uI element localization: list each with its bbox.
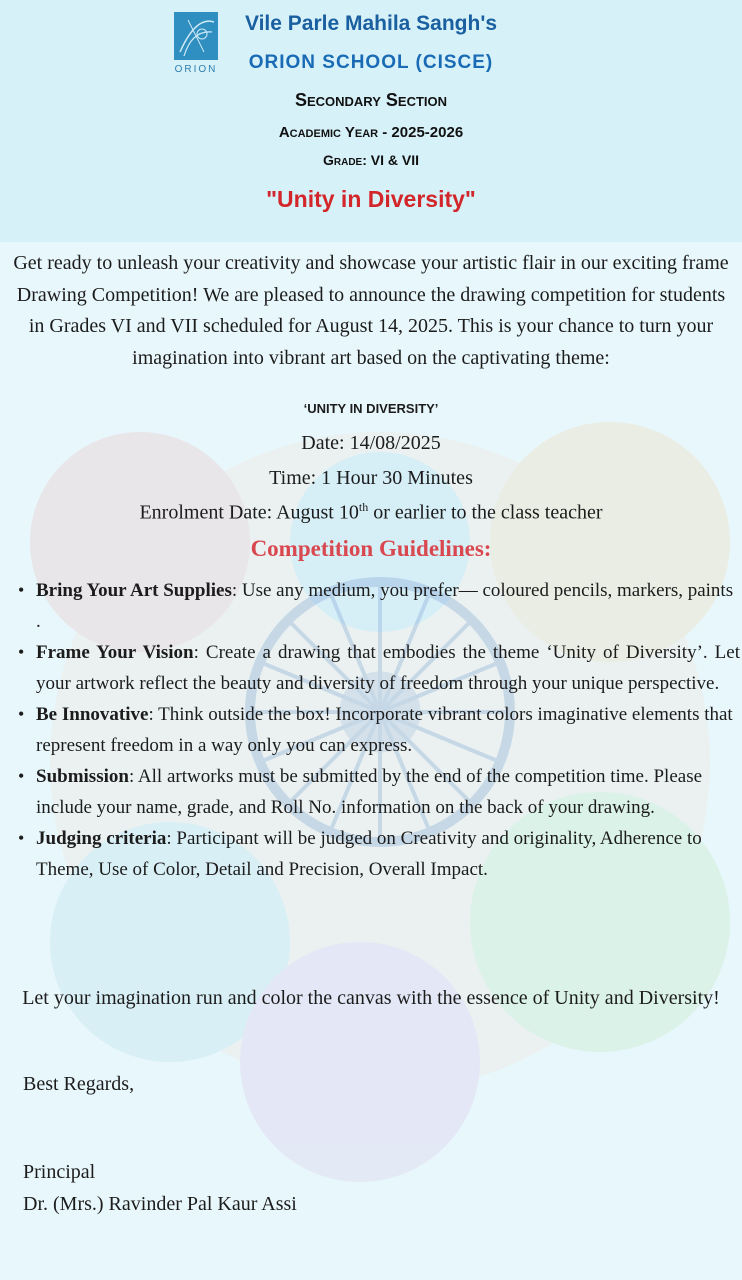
academic-year: Academic Year - 2025-2026 (278, 124, 464, 141)
guideline-label: Submission (36, 766, 129, 787)
guideline-item (0, 823, 742, 885)
closing-paragraph: Let your imagination run and color the canvas with the essence of Unity and Diversity! (22, 987, 720, 1009)
guideline-label: Frame Your Vision (36, 642, 194, 663)
competition-date: Date: 14/08/2025 (301, 432, 441, 454)
enrolment-date (0, 500, 742, 525)
signatory-name: Dr. (Mrs.) Ravinder Pal Kaur Assi (23, 1193, 297, 1215)
intro-paragraph: Get ready to unleash your creativity and showcase your artistic flair in our exciting frame Drawing Competition! We are pleased to announce the drawing competition for students in Grades VI and VII scheduled for August 14, 2025. This is your chance to turn your imagination into vibrant art based on the captivating theme: (13, 252, 729, 369)
theme-caps: ‘UNITY IN DIVERSITY’ (303, 401, 439, 416)
guideline-item (0, 761, 742, 823)
guideline-label: Be Innovative (36, 704, 149, 725)
guideline-item (0, 699, 742, 761)
school-name: ORION SCHOOL (CISCE) (248, 52, 494, 73)
guideline-label: Bring Your Art Supplies (36, 580, 232, 601)
competition-time: Time: 1 Hour 30 Minutes (269, 467, 473, 489)
enrolment-suffix: or earlier to the class teacher (368, 501, 603, 524)
enrolment-ordinal: th (358, 500, 369, 514)
guideline-text: : Think outside the box! Incorporate vibrant colors imaginative elements that represent freedom in a way only you can express. (36, 704, 733, 756)
theme-title: "Unity in Diversity" (266, 186, 476, 212)
guidelines-list (0, 575, 742, 885)
guideline-text: : Create a drawing that embodies the theme ‘Unity of Diversity’. Let your artwork reflect the beauty and diversity of freedom through your unique perspective. (36, 642, 740, 694)
signatory-title: Principal (23, 1161, 96, 1183)
guideline-item (0, 637, 742, 699)
grade-line: Grade: VI & VII (322, 152, 419, 168)
guidelines-title: Competition Guidelines: (250, 536, 492, 561)
guideline-label: Judging criteria (36, 828, 167, 849)
regards-line: Best Regards, (23, 1073, 135, 1095)
letterhead (0, 0, 742, 242)
section-name: Secondary Section (294, 90, 448, 110)
logo-label: ORION (174, 64, 218, 75)
enrolment-prefix: Enrolment Date: August 10 (139, 501, 359, 524)
guideline-text: : Use any medium, you prefer— coloured pencils, markers, paints . (36, 580, 734, 632)
guideline-text: : Participant will be judged on Creativity and originality, Adherence to Theme, Use of Color, Detail and Precision, Overall Impact. (36, 828, 702, 880)
guideline-text: : All artworks must be submitted by the end of the competition time. Please include your name, grade, and Roll No. information on the back of your drawing. (36, 766, 703, 818)
guideline-item (0, 575, 742, 637)
organization-name: Vile Parle Mahila Sangh's (244, 12, 498, 35)
